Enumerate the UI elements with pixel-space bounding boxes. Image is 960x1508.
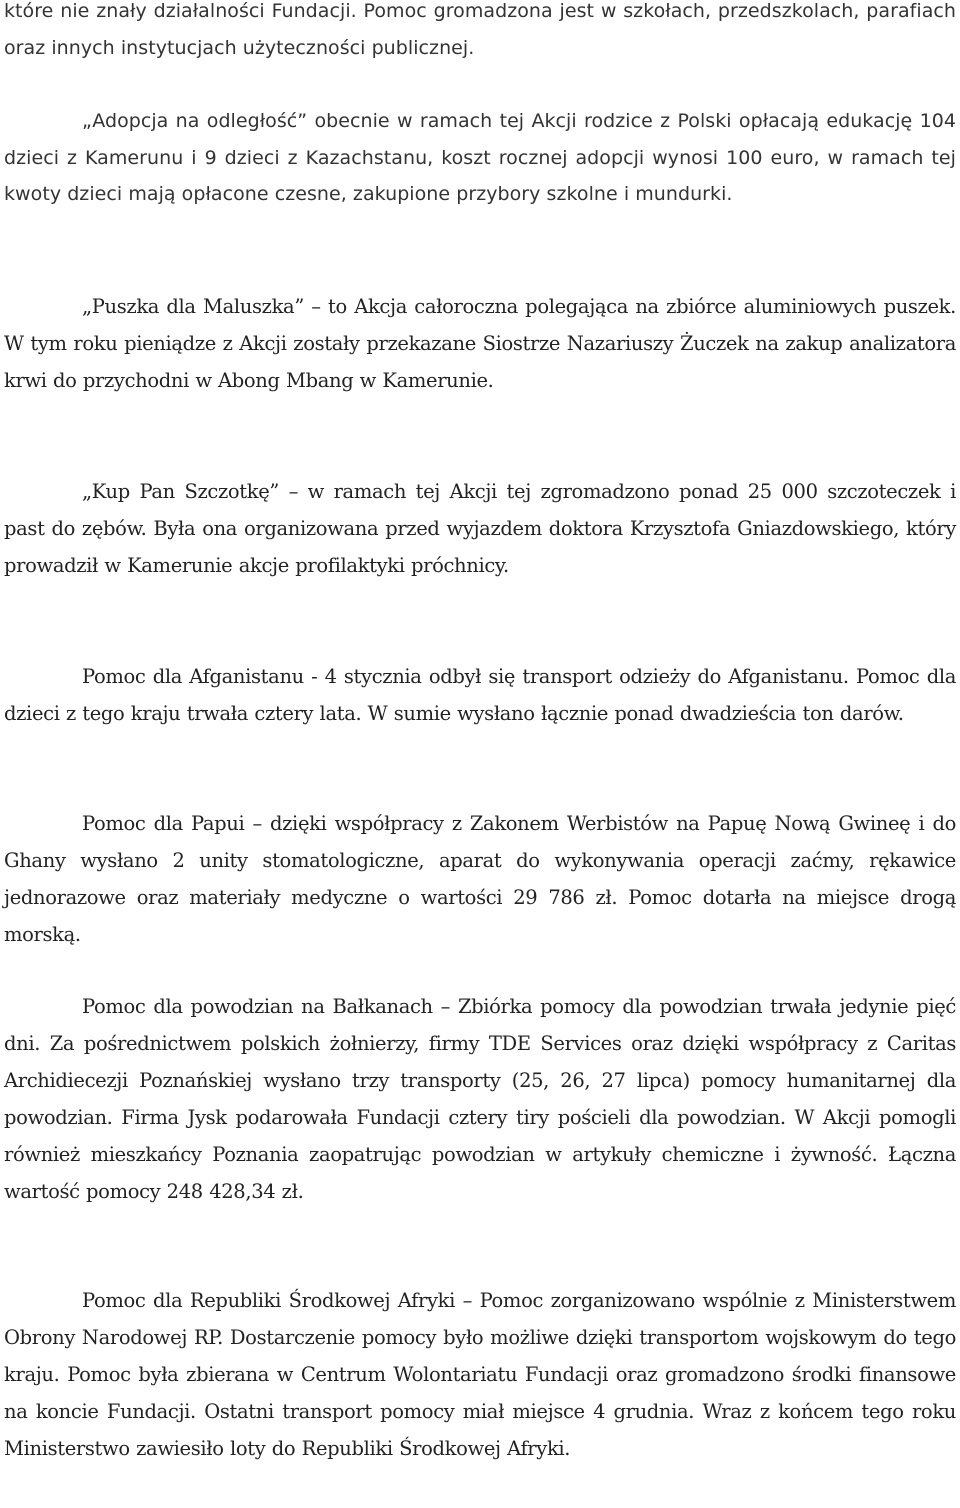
paragraph-fundraising-locations: które nie znały działalności Fundacji. Pomoc gromadzona jest w szkołach, przedszkolach, parafiach oraz innych instytucjach użyteczności publicznej. [4,0,956,59]
paragraph-help-for-afghanistan: Pomoc dla Afganistanu - 4 stycznia odbył się transport odzieży do Afganistanu. Pomoc dla dzieci z tego kraju trwała cztery lata. W sumie wysłano łącznie ponad dwadzieścia ton darów. [4,665,956,725]
paragraph-help-for-central-african-republic: Pomoc dla Republiki Środkowej Afryki – Pomoc zorganizowano wspólnie z Ministerstwem Obrony Narodowej RP. Dostarczenie pomocy było możliwe dzięki transportom wojskowym do tego kraju. Pomoc była zbierana w Centrum Wolontariatu Fundacji oraz gromadzono środki finansowe na koncie Fundacji. Ostatni transport pomocy miał miejsce 4 grudnia. Wraz z końcem tego roku Ministerstwo zawiesiło loty do Republiki Środkowej Afryki. [4,1289,956,1460]
paragraph-adoption-at-distance: „Adopcja na odległość” obecnie w ramach tej Akcji rodzice z Polski opłacają edukację 104 dzieci z Kamerunu i 9 dzieci z Kazachstanu, koszt rocznej adopcji wynosi 100 euro, w ramach tej kwoty dzieci mają opłacone czesne, zakupione przybory szkolne i mundurki. [4,110,956,205]
paragraph-buy-a-toothbrush: „Kup Pan Szczotkę” – w ramach tej Akcji tej zgromadzono ponad 25 000 szczoteczek i past do zębów. Była ona organizowana przed wyjazdem doktora Krzysztofa Gniazdowskiego, który prowadził w Kamerunie akcje profilaktyki próchnicy. [4,480,956,577]
paragraph-help-for-papua: Pomoc dla Papui – dzięki współpracy z Zakonem Werbistów na Papuę Nową Gwineę i do Ghany wysłano 2 unity stomatologiczne, aparat do wykonywania operacji zaćmy, rękawice jednorazowe oraz materiały medyczne o wartości 29 786 zł. Pomoc dotarła na miejsce drogą morską. [4,812,956,946]
paragraph-help-for-balkans-flood: Pomoc dla powodzian na Bałkanach – Zbiórka pomocy dla powodzian trwała jedynie pięć dni. Za pośrednictwem polskich żołnierzy, firmy TDE Services oraz dzięki współpracy z Caritas Archidiecezji Poznańskiej wysłano trzy transporty (25, 26, 27 lipca) pomocy humanitarnej dla powodzian. Firma Jysk podarowała Fundacji cztery tiry pościeli dla powodzian. W Akcji pomogli również mieszkańcy Poznania zaopatrując powodzian w artykuły chemiczne i żywność. Łączna wartość pomocy 248 428,34 zł. [4,995,956,1203]
paragraph-can-for-baby: „Puszka dla Maluszka” – to Akcja całoroczna polegająca na zbiórce aluminiowych puszek. W tym roku pieniądze z Akcji zostały przekazane Siostrze Nazariuszy Żuczek na zakup analizatora krwi do przychodni w Abong Mbang w Kamerunie. [4,295,956,392]
